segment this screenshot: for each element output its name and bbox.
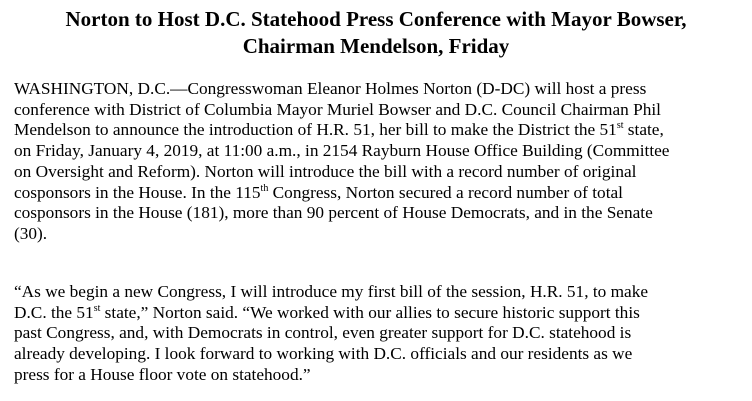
text-run: Congress, Norton secured a record number of total <box>268 182 623 202</box>
headline-line-2: Chairman Mendelson, Friday <box>242 34 510 58</box>
text-run: cosponsors in the House. In the 115 <box>14 182 261 202</box>
paragraph-line <box>14 303 749 324</box>
paragraph-line: cosponsors in the House (181), more than 90 percent of House Democrats, and in the Senate <box>14 203 653 223</box>
paragraph-line: (30). <box>14 223 48 243</box>
ordinal-suffix: th <box>260 182 269 194</box>
paragraph-line: “As we begin a new Congress, I will introduce my first bill of the session, H.R. 51, to make <box>14 282 649 301</box>
ordinal-suffix: st <box>616 120 624 132</box>
paragraph-line: already developing. I look forward to working with D.C. officials and our residents as we <box>14 344 633 364</box>
text-run: D.C. the 51 <box>14 302 94 322</box>
ordinal-suffix: st <box>93 302 101 314</box>
paragraph-line: conference with District of Columbia Mayor Muriel Bowser and D.C. Council Chairman Phil <box>14 99 661 119</box>
paragraph-line: on Oversight and Reform). Norton will introduce the bill with a record number of original <box>14 161 637 181</box>
paragraph-line: WASHINGTON, D.C.—Congresswoman Eleanor Holmes Norton (D-DC) will host a press <box>14 79 647 98</box>
paragraph-line <box>14 183 749 204</box>
paragraph-quote <box>14 282 749 386</box>
paragraph-line: on Friday, January 4, 2019, at 11:00 a.m., in 2154 Rayburn House Office Building (Committee <box>14 141 670 161</box>
headline-line-1: Norton to Host D.C. Statehood Press Conference with Mayor Bowser, <box>65 7 687 31</box>
paragraph-announcement <box>14 79 749 245</box>
paragraph-line: past Congress, and, with Democrats in control, even greater support for D.C. statehood is <box>14 323 632 343</box>
paragraph-line <box>14 120 749 141</box>
text-run: state,” Norton said. “We worked with our allies to secure historic support this <box>100 302 640 322</box>
paragraph-line: press for a House floor vote on statehood.” <box>14 364 311 384</box>
text-run: state, <box>623 120 664 140</box>
text-run: Mendelson to announce the introduction of H.R. 51, her bill to make the District the 51 <box>14 120 617 140</box>
